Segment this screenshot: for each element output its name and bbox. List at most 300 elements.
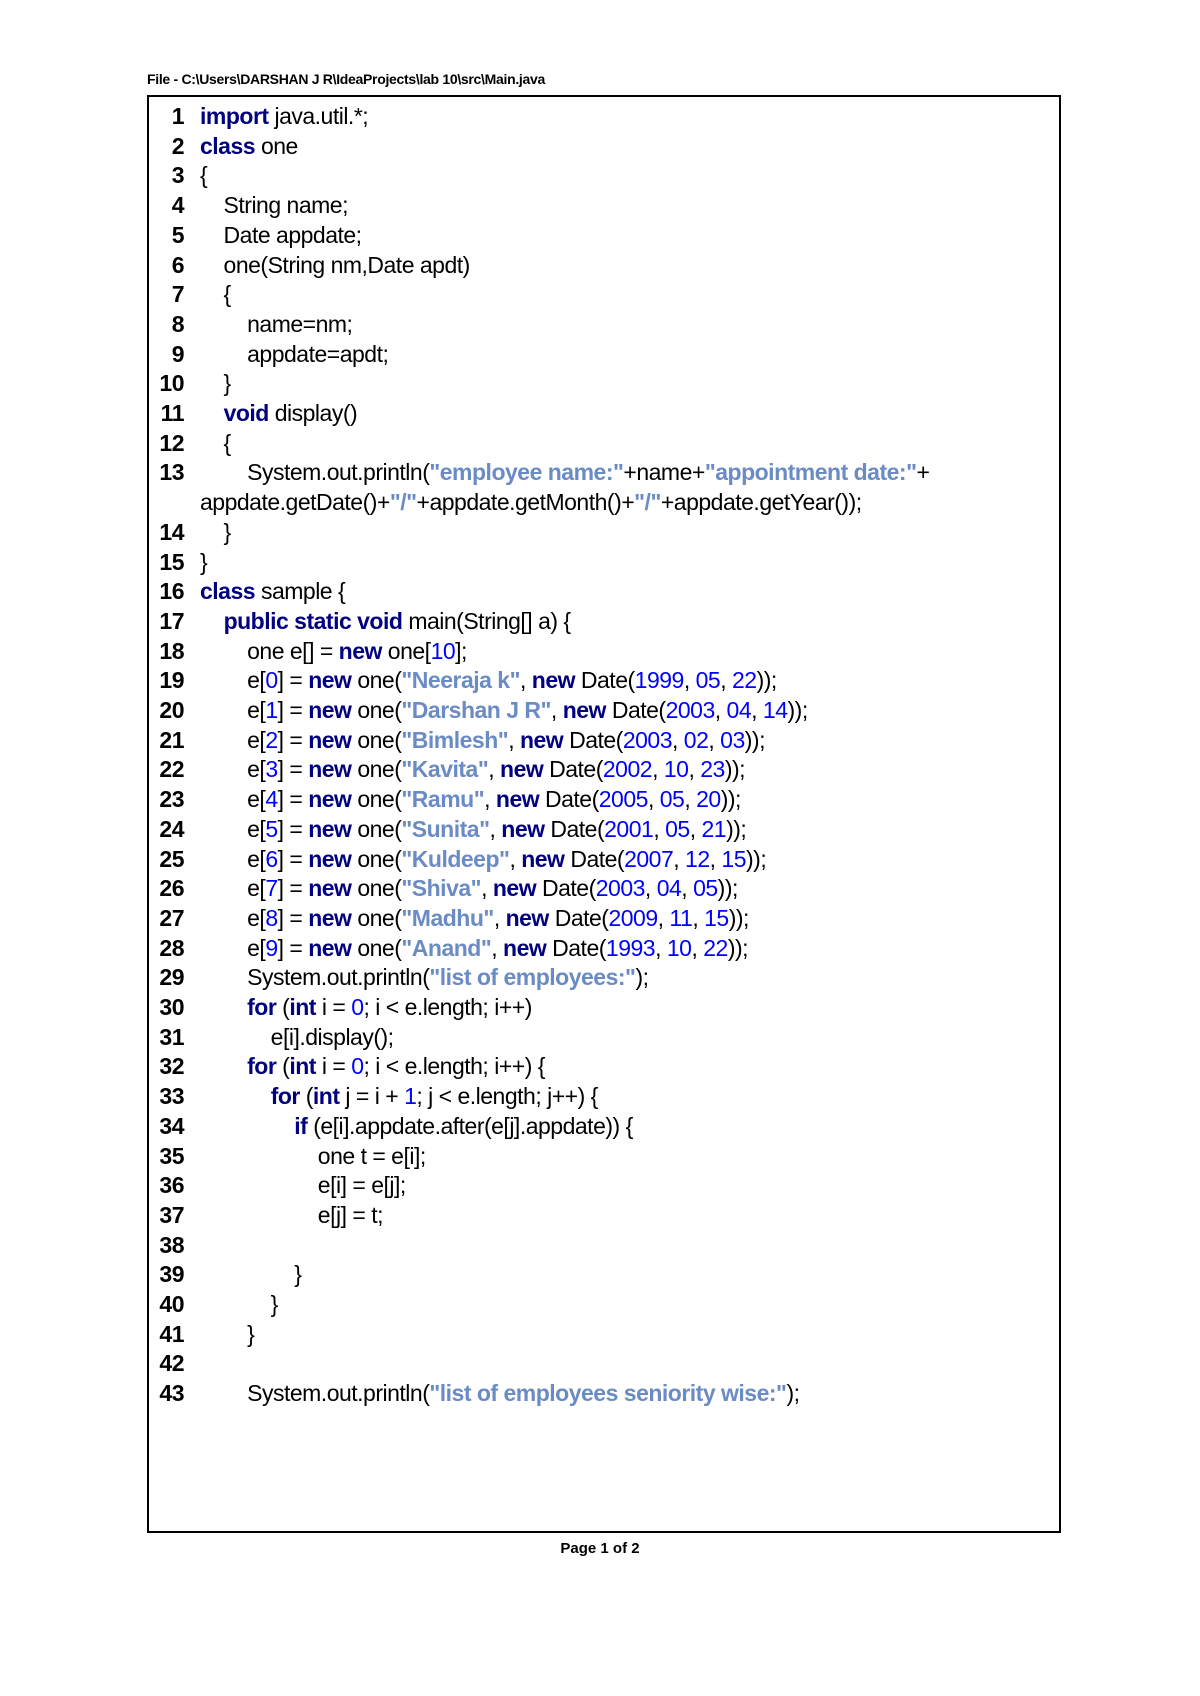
code-token: );	[635, 964, 649, 991]
code-line	[149, 813, 1059, 845]
code-token: Date(	[546, 934, 606, 961]
string-token: "/"	[389, 489, 417, 516]
keyword-token: new	[505, 904, 549, 931]
line-number: 24	[159, 815, 184, 842]
code-line-continuation	[149, 486, 1059, 518]
keyword-token: for	[270, 1083, 300, 1110]
code-token: ,	[714, 697, 727, 723]
code-text	[200, 249, 470, 281]
number-token: 5	[265, 815, 278, 842]
code-line	[149, 516, 1059, 548]
string-token: "Shiva"	[401, 875, 482, 902]
code-token: ));	[717, 875, 738, 902]
code-token: e[	[200, 756, 266, 783]
number-token: 23	[700, 756, 725, 783]
keyword-token: new	[308, 934, 352, 961]
code-token	[200, 1113, 294, 1139]
code-token: }	[200, 518, 231, 545]
string-token: "Ramu"	[401, 786, 485, 813]
code-token: j = i +	[339, 1083, 405, 1110]
keyword-token: new	[501, 815, 545, 842]
string-token: "Darshan J R"	[401, 697, 551, 723]
code-token: ));	[744, 726, 765, 753]
code-token: e[	[200, 904, 266, 931]
code-line	[149, 130, 1059, 162]
number-token: 15	[704, 904, 729, 931]
code-token: ,	[688, 756, 701, 783]
keyword-token: new	[531, 667, 576, 694]
code-line	[149, 1258, 1059, 1290]
code-line	[149, 1050, 1059, 1082]
code-token: ,	[653, 815, 666, 842]
line-number: 41	[159, 1320, 184, 1347]
number-token: 0	[265, 667, 278, 694]
code-token: one(	[351, 786, 402, 813]
number-token: 2002	[602, 756, 653, 783]
code-token: System.out.println(	[200, 964, 430, 991]
code-token: ,	[751, 697, 763, 723]
number-token: 10	[663, 756, 689, 783]
code-line	[149, 635, 1059, 667]
number-token: 1	[265, 697, 278, 723]
line-number: 7	[171, 281, 184, 308]
line-number: 27	[159, 904, 184, 931]
number-token: 2003	[622, 726, 673, 753]
code-token: ,	[684, 786, 697, 813]
code-token: java.util.*;	[268, 103, 369, 129]
keyword-token: new	[562, 697, 606, 723]
code-line	[149, 546, 1059, 578]
code-token: ));	[746, 845, 767, 872]
code-text	[200, 1288, 278, 1320]
number-token: 04	[726, 697, 752, 723]
code-text	[200, 278, 231, 310]
code-line	[149, 1199, 1059, 1231]
code-listing	[147, 95, 1061, 1533]
code-line	[149, 932, 1059, 964]
code-token: ,	[481, 875, 493, 902]
file-path-header: File - C:\Users\DARSHAN J R\IdeaProjects\lab 10\src\Main.java	[147, 71, 545, 87]
keyword-token: class	[200, 578, 256, 605]
code-token: name=nm;	[200, 310, 353, 337]
keyword-token: int	[312, 1083, 340, 1110]
code-token: one e[] =	[200, 637, 339, 664]
line-number: 22	[159, 756, 184, 783]
code-token: ,	[508, 726, 520, 753]
code-token: {	[200, 429, 231, 456]
line-number: 14	[159, 518, 184, 545]
line-number: 23	[159, 786, 184, 813]
number-token: 10	[430, 637, 456, 664]
code-token: e[i].display();	[200, 1023, 394, 1050]
line-number: 9	[171, 340, 184, 367]
code-token: ,	[672, 726, 684, 753]
keyword-token: new	[308, 756, 352, 783]
keyword-token: void	[223, 400, 269, 426]
code-text	[200, 813, 746, 845]
code-token: ,	[489, 815, 502, 842]
code-text	[200, 219, 362, 251]
code-text	[200, 367, 231, 399]
string-token: "Anand"	[401, 934, 492, 961]
code-token: ,	[484, 786, 496, 813]
code-token: (	[299, 1083, 313, 1110]
code-token	[200, 400, 224, 426]
code-token: }	[200, 548, 208, 575]
code-line	[149, 278, 1059, 310]
code-line	[149, 1229, 1059, 1261]
code-token: ] =	[277, 786, 309, 813]
line-number: 21	[159, 726, 184, 753]
keyword-token: new	[503, 934, 547, 961]
code-token	[200, 1053, 247, 1079]
code-token: ; i < e.length; i++)	[363, 994, 532, 1020]
code-line	[149, 783, 1059, 815]
line-number: 29	[159, 964, 184, 991]
code-token: ] =	[277, 756, 309, 783]
string-token: "Neeraja k"	[401, 667, 520, 694]
keyword-token: new	[492, 875, 537, 902]
code-token: sample {	[255, 578, 346, 605]
number-token: 14	[762, 697, 788, 723]
code-token: ] =	[277, 904, 309, 931]
code-token: ] =	[277, 697, 309, 723]
keyword-token: new	[308, 726, 352, 753]
line-number: 25	[159, 845, 184, 872]
code-token: one(	[351, 845, 402, 872]
code-line	[149, 961, 1059, 993]
keyword-token: new	[308, 697, 352, 723]
code-token: one(	[351, 667, 402, 694]
code-text	[200, 159, 207, 191]
keyword-token: new	[308, 667, 352, 694]
code-token: e[	[200, 815, 266, 842]
code-token: Date(	[605, 697, 666, 723]
code-token: {	[200, 162, 208, 189]
code-text	[200, 338, 388, 370]
code-line	[149, 991, 1059, 1023]
line-number: 38	[159, 1231, 184, 1258]
code-token: e[	[200, 934, 266, 961]
code-token: i =	[315, 994, 352, 1020]
line-number: 5	[171, 221, 184, 248]
code-line	[149, 664, 1059, 696]
code-token	[200, 1083, 271, 1109]
line-number: 31	[159, 1023, 184, 1050]
string-token: "Sunita"	[401, 815, 490, 842]
code-token: ,	[681, 875, 694, 902]
code-token: ,	[488, 756, 501, 783]
number-token: 2005	[598, 786, 648, 813]
code-token: one	[255, 132, 298, 159]
keyword-token: new	[521, 845, 565, 872]
code-token: ,	[708, 726, 721, 753]
code-line	[149, 159, 1059, 191]
code-token: Date(	[564, 845, 625, 872]
code-token: e[	[200, 786, 266, 813]
code-token: ] =	[277, 815, 309, 842]
number-token: 10	[666, 934, 692, 961]
string-token: "list of employees seniority wise:"	[429, 1380, 787, 1407]
code-token: );	[786, 1380, 800, 1407]
code-token: one(	[351, 875, 402, 902]
code-token: display()	[268, 400, 358, 426]
code-token: ];	[455, 637, 467, 664]
line-number: 43	[159, 1380, 184, 1407]
code-token	[200, 608, 224, 634]
number-token: 05	[665, 815, 690, 842]
number-token: 9	[265, 934, 278, 961]
code-text	[200, 1080, 598, 1112]
keyword-token: public static void	[223, 607, 403, 634]
number-token: 8	[265, 904, 278, 931]
keyword-token: import	[200, 103, 269, 129]
code-text	[200, 753, 745, 785]
code-token: ));	[724, 756, 746, 783]
keyword-token: if	[294, 1112, 308, 1139]
code-text	[200, 1318, 254, 1350]
code-text	[200, 100, 368, 132]
code-text	[200, 1021, 394, 1053]
string-token: "Kuldeep"	[401, 845, 510, 872]
line-number: 6	[171, 251, 184, 278]
number-token: 22	[731, 667, 757, 694]
keyword-token: new	[500, 756, 544, 783]
code-token: ] =	[277, 667, 309, 694]
code-text	[200, 189, 348, 221]
number-token: 2001	[604, 815, 654, 842]
code-text	[200, 308, 352, 340]
number-token: 22	[703, 934, 728, 961]
code-token: appdate=apdt;	[200, 340, 389, 367]
code-line	[149, 427, 1059, 459]
line-number: 15	[159, 548, 184, 575]
number-token: 1999	[634, 667, 684, 694]
line-number: 17	[159, 607, 184, 634]
code-line	[149, 1110, 1059, 1142]
number-token: 21	[701, 815, 727, 842]
number-token: 4	[265, 786, 278, 813]
code-line	[149, 843, 1059, 875]
code-token: e[	[200, 726, 266, 753]
code-token: ,	[692, 904, 705, 931]
keyword-token: int	[289, 1053, 316, 1080]
number-token: 20	[696, 786, 721, 813]
code-line	[149, 1347, 1059, 1379]
code-token	[200, 994, 247, 1020]
number-token: 11	[669, 904, 693, 931]
keyword-token: for	[247, 994, 277, 1020]
code-token: ,	[491, 934, 504, 961]
line-number: 37	[159, 1201, 184, 1228]
line-number: 39	[159, 1261, 184, 1288]
number-token: 04	[656, 875, 682, 902]
code-token: ,	[689, 815, 702, 842]
line-number: 10	[159, 370, 184, 397]
code-token: Date appdate;	[200, 221, 362, 248]
code-text	[200, 486, 862, 518]
code-text	[200, 1199, 383, 1231]
code-token: ,	[720, 667, 732, 694]
number-token: 3	[265, 756, 278, 783]
code-line	[149, 456, 1059, 488]
code-line	[149, 1318, 1059, 1350]
number-token: 2007	[624, 845, 674, 872]
line-number: 32	[159, 1053, 184, 1080]
code-token: ,	[652, 756, 664, 783]
line-number: 28	[159, 934, 184, 961]
code-token: one(	[351, 815, 402, 842]
line-number: 3	[171, 162, 184, 189]
code-token: ,	[644, 875, 657, 902]
code-token: e[	[200, 875, 266, 902]
number-token: 7	[265, 875, 278, 902]
code-line	[149, 1169, 1059, 1201]
code-token: +	[916, 459, 930, 486]
code-text	[200, 843, 766, 875]
line-number: 13	[159, 459, 184, 486]
code-text	[200, 932, 748, 964]
keyword-token: new	[308, 904, 352, 931]
code-line	[149, 694, 1059, 726]
keyword-token: new	[338, 637, 382, 664]
code-text	[200, 1377, 800, 1409]
string-token: "Kavita"	[401, 756, 489, 783]
code-line	[149, 219, 1059, 251]
code-line	[149, 1377, 1059, 1409]
code-text	[200, 546, 207, 578]
code-text	[200, 902, 749, 934]
string-token: "Bimlesh"	[401, 726, 509, 753]
code-line	[149, 1140, 1059, 1172]
code-token: }	[200, 1291, 278, 1317]
code-token: ,	[683, 667, 696, 694]
code-line	[149, 872, 1059, 904]
code-token: ] =	[277, 845, 309, 872]
line-number: 36	[159, 1172, 184, 1199]
code-token: String name;	[200, 192, 348, 219]
keyword-token: int	[289, 994, 316, 1020]
code-token: Date(	[539, 786, 599, 813]
code-text	[200, 664, 777, 696]
number-token: 2003	[595, 875, 645, 902]
code-token: i =	[315, 1053, 352, 1080]
number-token: 6	[265, 845, 278, 872]
string-token: "employee name:"	[429, 459, 624, 486]
code-token: (	[276, 994, 290, 1020]
number-token: 03	[720, 726, 745, 753]
string-token: "Madhu"	[401, 904, 494, 931]
code-token: System.out.println(	[200, 1380, 430, 1407]
code-text	[200, 783, 741, 815]
number-token: 15	[721, 845, 747, 872]
number-token: 02	[683, 726, 709, 753]
code-line	[149, 1288, 1059, 1320]
code-token: }	[200, 1261, 302, 1288]
code-token: ; j < e.length; j++) {	[416, 1083, 598, 1110]
number-token: 0	[351, 994, 364, 1020]
code-token: one(	[351, 756, 402, 783]
number-token: 05	[693, 875, 718, 902]
code-token: Date(	[543, 756, 603, 783]
code-token: ));	[728, 904, 749, 931]
line-number: 12	[159, 429, 184, 456]
code-token: ,	[691, 934, 704, 961]
number-token: 1	[404, 1083, 417, 1110]
code-token: Date(	[548, 904, 609, 931]
code-token: ; i < e.length; i++) {	[363, 1053, 545, 1080]
line-number: 11	[160, 400, 184, 426]
code-line	[149, 575, 1059, 607]
code-token: ,	[550, 697, 563, 723]
code-token: }	[200, 370, 231, 397]
code-token: System.out.println(	[200, 459, 430, 486]
code-line	[149, 397, 1059, 429]
code-token: appdate.getDate()+	[200, 489, 390, 516]
number-token: 1993	[605, 934, 656, 961]
code-line	[149, 1021, 1059, 1053]
line-number: 35	[159, 1142, 184, 1169]
keyword-token: for	[247, 1053, 277, 1080]
number-token: 2009	[608, 904, 658, 931]
line-number: 30	[159, 994, 184, 1020]
code-text	[200, 1258, 301, 1290]
code-token: one(	[351, 697, 402, 723]
code-text	[200, 635, 467, 667]
code-token: }	[200, 1320, 255, 1347]
code-token: ));	[720, 786, 741, 813]
code-text	[200, 575, 345, 607]
code-token: ,	[520, 667, 532, 694]
keyword-token: new	[495, 786, 540, 813]
code-line	[149, 189, 1059, 221]
code-token: one(	[351, 934, 402, 961]
code-token: ] =	[277, 726, 309, 753]
string-token: "/"	[634, 489, 661, 516]
code-token: one(	[351, 904, 402, 931]
code-token: (e[i].appdate.after(e[j].appdate)) {	[307, 1112, 633, 1139]
code-text	[200, 130, 298, 162]
code-line	[149, 338, 1059, 370]
code-token: one t = e[i];	[200, 1142, 426, 1169]
line-number: 34	[159, 1112, 184, 1139]
code-token: main(String[] a) {	[402, 607, 571, 634]
code-token: ] =	[277, 875, 309, 902]
code-token: ));	[787, 697, 808, 723]
line-number: 19	[159, 667, 184, 694]
code-token: {	[200, 281, 231, 308]
code-token: one(String nm,Date apdt)	[200, 251, 470, 278]
code-token: e[	[200, 697, 266, 723]
number-token: 0	[351, 1053, 364, 1080]
code-line	[149, 100, 1059, 132]
page-number: Page 1 of 2	[560, 1540, 640, 1557]
code-line	[149, 367, 1059, 399]
line-number: 16	[159, 578, 184, 605]
keyword-token: new	[308, 875, 352, 902]
code-text	[200, 1169, 406, 1201]
code-token: ));	[756, 667, 777, 694]
code-text	[200, 694, 808, 726]
code-token: ,	[509, 845, 522, 872]
code-text	[200, 427, 231, 459]
code-token: Date(	[575, 667, 635, 694]
code-text	[200, 605, 571, 637]
keyword-token: class	[200, 132, 256, 159]
code-token: +appdate.getYear());	[660, 489, 862, 516]
keyword-token: new	[308, 845, 352, 872]
code-token: ,	[655, 934, 667, 961]
